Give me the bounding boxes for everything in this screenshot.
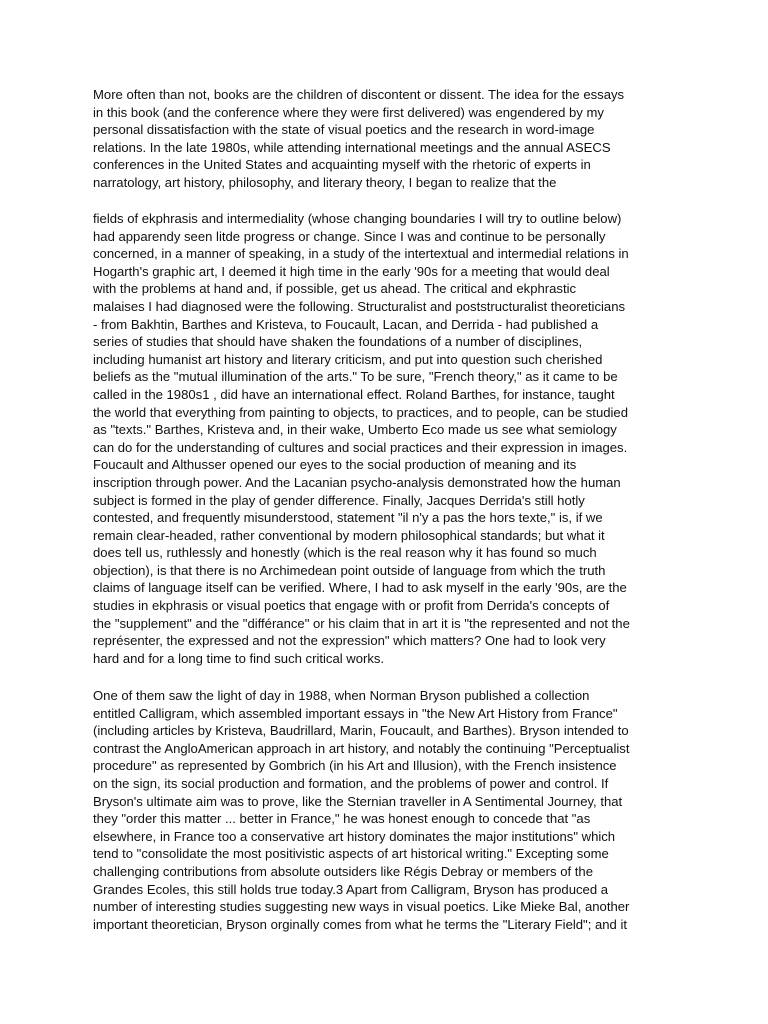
text-line: challenging contributions from absolute outsiders like Régis Debray or members of the [93, 863, 593, 879]
text-line: inscription through power. And the Lacanian psycho-analysis demonstrated how the human [93, 474, 621, 490]
text-line: beliefs as the "mutual illumination of the arts." To be sure, "French theory," as it came to be [93, 369, 618, 385]
text-line: they "order this matter ... better in France," he was honest enough to concede that "as [93, 811, 591, 827]
text-line: concerned, in a manner of speaking, in a study of the intertextual and intermedial relations in [93, 246, 629, 262]
text-line: on the sign, its social production and formation, and the problems of power and control. If [93, 775, 609, 791]
text-line: hard and for a long time to find such critical works. [93, 650, 385, 666]
text-line: More often than not, books are the children of discontent or dissent. The idea for the essays [93, 87, 625, 102]
text-line: - from Bakhtin, Barthes and Kristeva, to Foucault, Lacan, and Derrida - had published a [93, 316, 599, 332]
text-line: conferences in the United States and acquainting myself with the rhetoric of experts in [93, 157, 591, 173]
text-line: does tell us, ruthlessly and honestly (which is the real reason why it has found so much [93, 545, 597, 561]
text-line: the world that everything from painting to objects, to practices, and to people, can be studied [93, 404, 628, 420]
text-line: Hogarth's graphic art, I deemed it high time in the early '90s for a meeting that would deal [93, 263, 610, 279]
text-line: procedure" as represented by Gombrich (in his Art and Illusion), with the French insistence [93, 758, 617, 774]
text-line: tend to "consolidate the most positivistic aspects of art historical writing." Excepting some [93, 846, 609, 862]
text-line: relations. In the late 1980s, while attending international meetings and the annual ASECS [93, 139, 611, 155]
text-line: One of them saw the light of day in 1988, when Norman Bryson published a collection [93, 688, 590, 703]
text-line: entitled Calligram, which assembled important essays in "the New Art History from France" [93, 705, 618, 721]
paragraph-3 [93, 687, 683, 933]
text-line: including humanist art history and literary criticism, and put into question such cherished [93, 351, 603, 367]
text-line: in this book (and the conference where they were first delivered) was engendered by my [93, 104, 604, 120]
paragraph-2 [93, 210, 683, 667]
text-line: Foucault and Althusser opened our eyes to the social production of meaning and its [93, 457, 577, 473]
text-line: (including articles by Kristeva, Baudrillard, Marin, Foucault, and Barthes). Bryson intended to [93, 723, 629, 739]
text-line: the "supplement" and the "différance" or his claim that in art it is "the represented and not the [93, 615, 630, 631]
text-line: can do for the understanding of cultures and social practices and their expression in images. [93, 439, 628, 455]
text-line: elsewhere, in France too a conservative art history dominates the major institutions" which [93, 828, 616, 844]
text-line: with the problems at hand and, if possible, get us ahead. The critical and ekphrastic [93, 281, 577, 297]
text-line: Grandes Ecoles, this still holds true today.3 Apart from Calligram, Bryson has produced a [93, 881, 609, 897]
text-line: malaises I had diagnosed were the following. Structuralist and poststructuralist theoreticians [93, 298, 626, 314]
text-line: contrast the AngloAmerican approach in art history, and notably the continuing "Perceptualist [93, 740, 630, 756]
text-line: fields of ekphrasis and intermediality (whose changing boundaries I will try to outline below) [93, 211, 622, 226]
paragraph-1 [93, 86, 683, 192]
text-line: narratology, art history, philosophy, and literary theory, I began to realize that the [93, 174, 557, 190]
text-line: subject is formed in the play of gender difference. Finally, Jacques Derrida's still hotly [93, 492, 585, 508]
text-line: objection), is that there is no Archimedean point outside of language from which the truth [93, 562, 606, 578]
text-line: personal dissatisfaction with the state of visual poetics and the research in word-image [93, 122, 595, 138]
text-line: as "texts." Barthes, Kristeva and, in their wake, Umberto Eco made us see what semiology [93, 422, 617, 438]
text-line: représenter, the expressed and not the expression" which matters? One had to look very [93, 633, 606, 649]
text-line: studies in ekphrasis or visual poetics that engage with or profit from Derrida's concepts of [93, 598, 610, 614]
text-line: contested, and frequently misunderstood, statement "il n'y a pas the hors texte," is, if we [93, 510, 603, 526]
text-line: number of interesting studies suggesting new ways in visual poetics. Like Mieke Bal, another [93, 899, 630, 915]
text-line: series of studies that should have shaken the foundations of a number of disciplines, [93, 334, 583, 350]
text-line: important theoretician, Bryson orginally comes from what he terms the "Literary Field"; and it [93, 916, 627, 932]
text-line: had apparendy seen litde progress or change. Since I was and continue to be personally [93, 228, 606, 244]
text-line: called in the 1980s1 , did have an international effect. Roland Barthes, for instance, taught [93, 386, 615, 402]
text-line: remain clear-headed, rather conventional by modern philosophical standards; but what it [93, 527, 605, 543]
text-line: Bryson's ultimate aim was to prove, like the Sternian traveller in A Sentimental Journey, that [93, 793, 623, 809]
text-line: claims of language itself can be verified. Where, I had to ask myself in the early '90s, are the [93, 580, 627, 596]
